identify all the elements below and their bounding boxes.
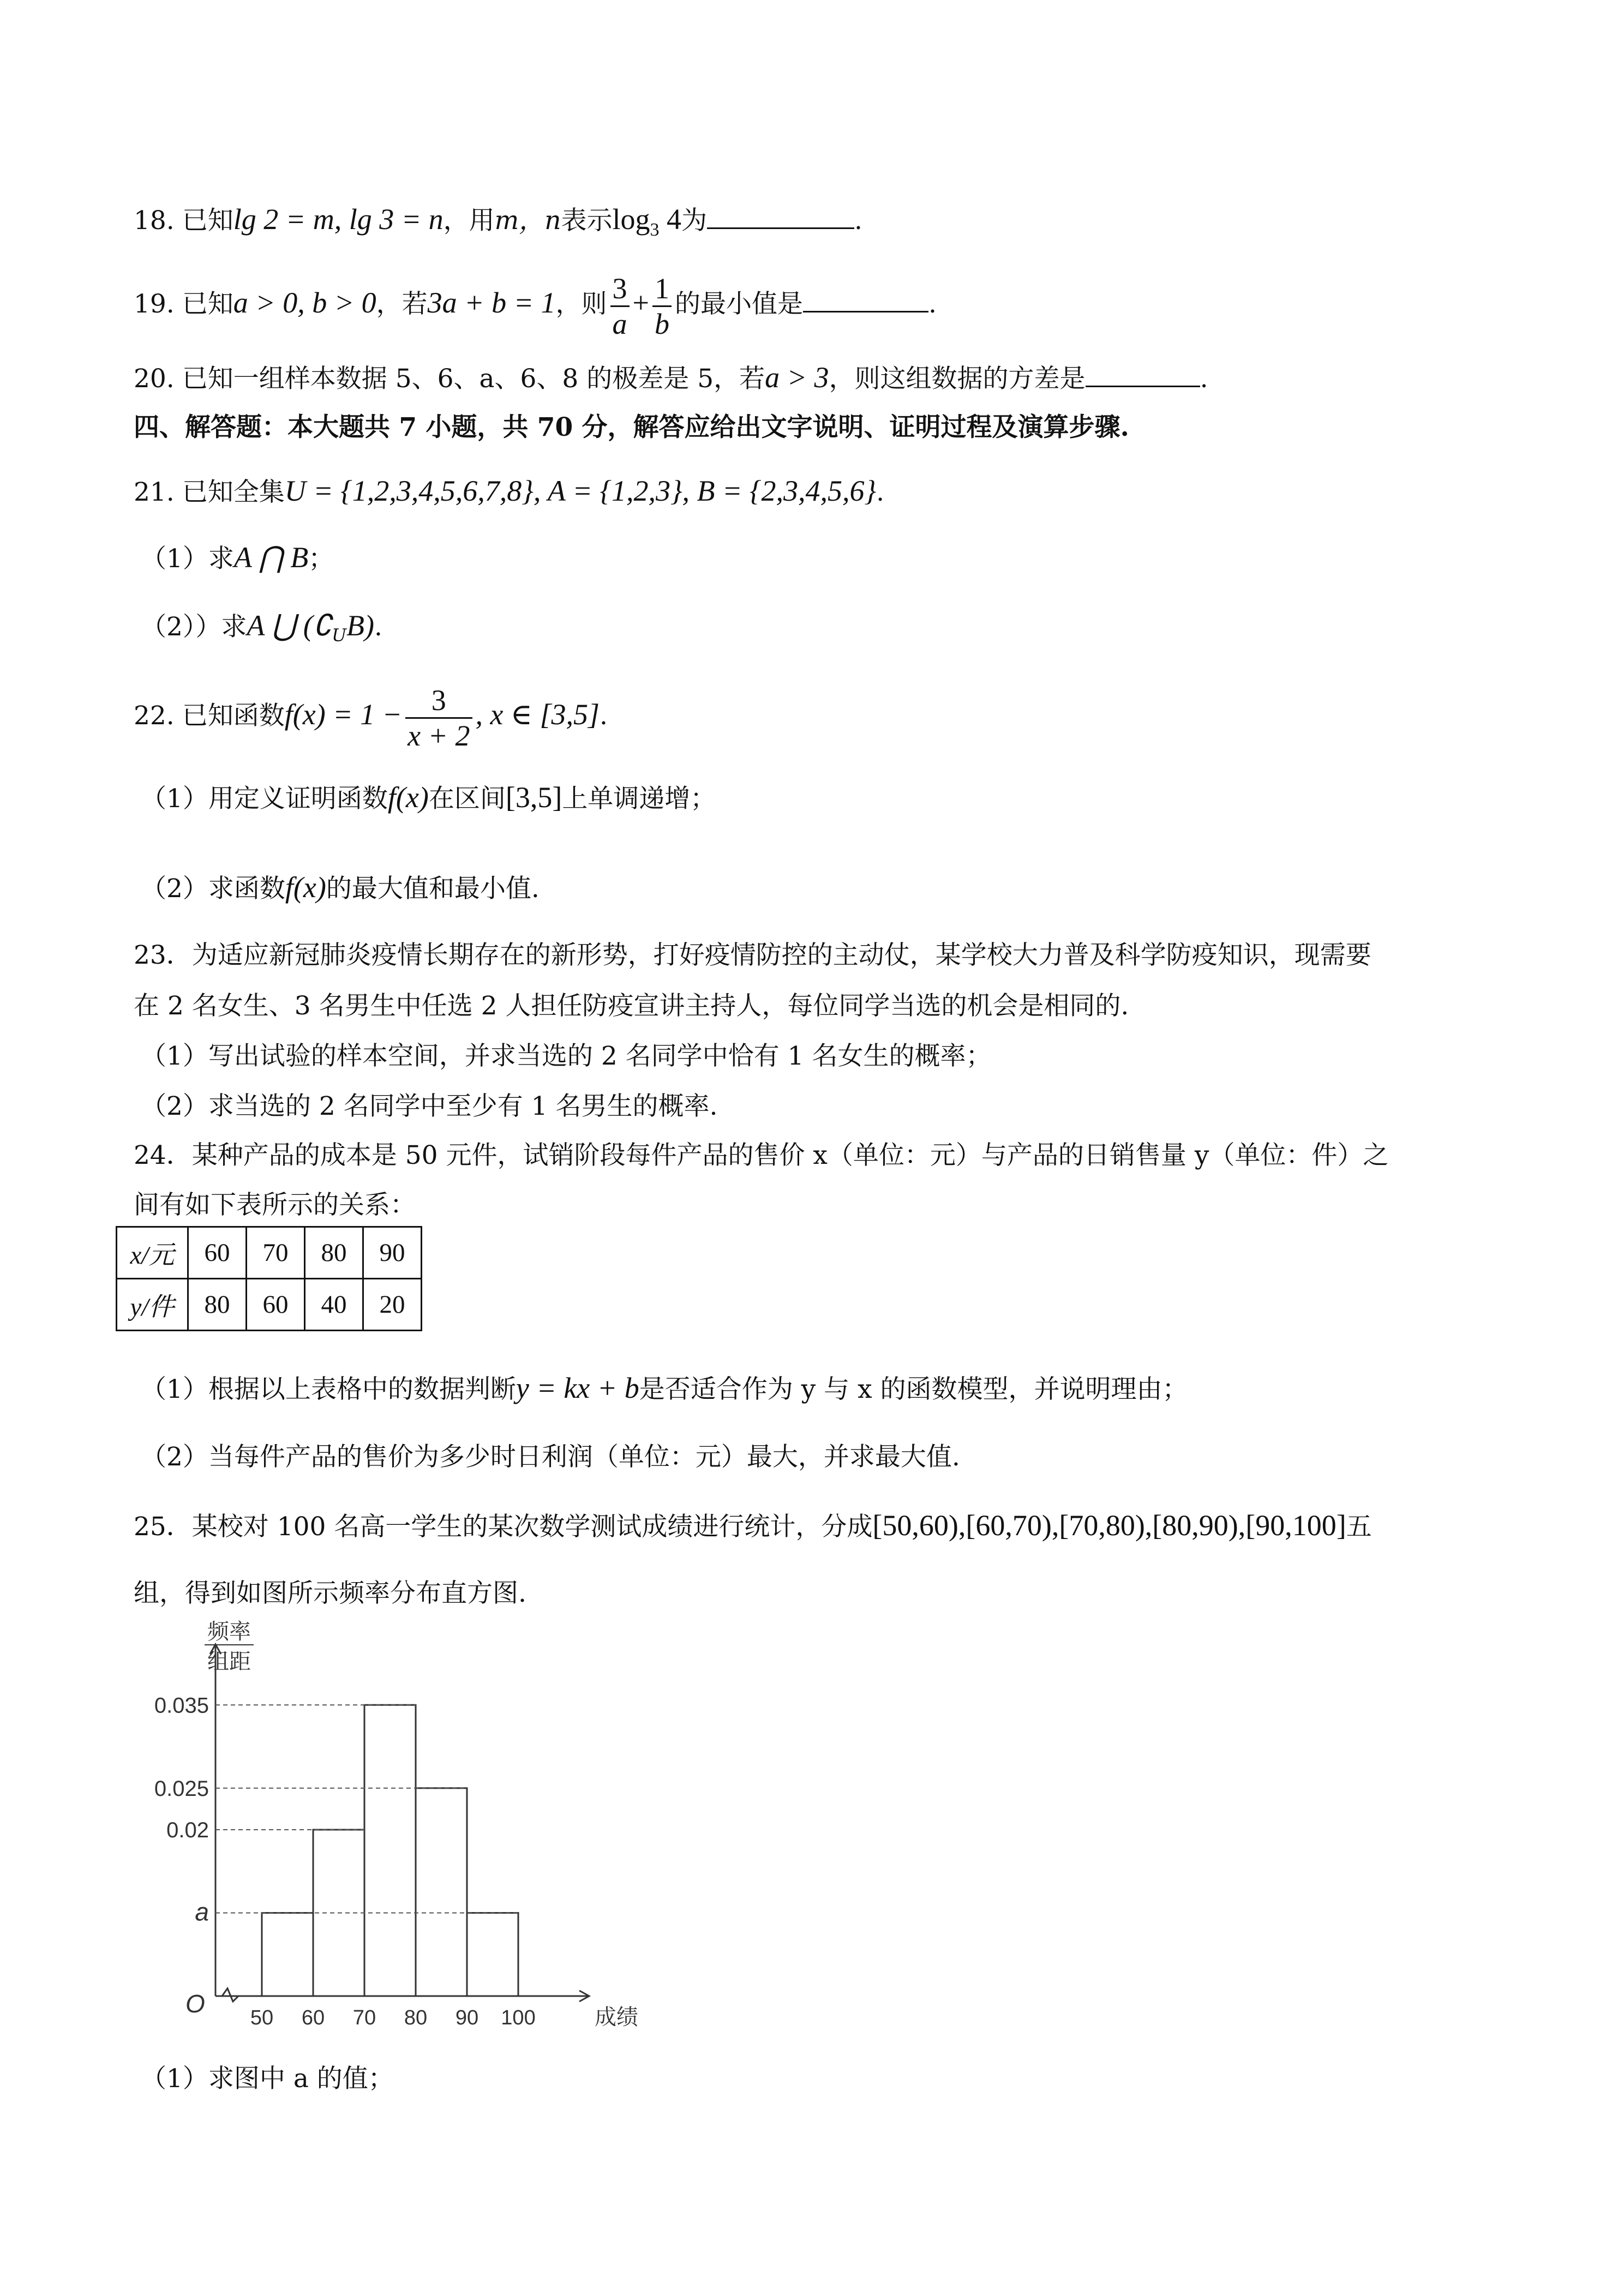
histogram-bar: [416, 1788, 467, 1996]
question-23-line-2: 在 2 名女生、3 名男生中任选 2 人担任防疫宣讲主持人，每位同学当选的机会是相同的.: [134, 991, 1129, 1021]
q20-text: 已知一组样本数据 5、6、a、6、8 的极差是 5，若: [182, 364, 765, 394]
log-arg: 4: [659, 203, 681, 236]
fraction-3-over-x-plus-2: [405, 683, 472, 753]
part-end: ；: [308, 544, 334, 574]
q21-part-1: [141, 540, 334, 576]
x-tick-label: 50: [250, 2006, 274, 2029]
q21-text: 已知全集: [182, 477, 285, 507]
x-tick-label: 70: [352, 2006, 376, 2029]
x-tick-label: 60: [301, 2006, 325, 2029]
q24-part-2: （2）当每件产品的售价为多少时日利润（单位：元）最大，并求最大值.: [141, 1442, 960, 1472]
question-24-line-1: 24．某种产品的成本是 50 元件，试销阶段每件产品的售价 x（单位：元）与产品的日销售量 y（单位：件）之: [134, 1140, 1389, 1170]
question-23-line-1: 23．为适应新冠肺炎疫情长期存在的新形势，打好疫情防控的主动仗，某学校大力普及科学防疫知识，现需要: [134, 940, 1371, 970]
axis-break-mark: [222, 1988, 238, 2002]
q20-text-b: ，则这组数据的方差是: [829, 364, 1086, 394]
denominator: b: [655, 307, 669, 340]
table-cell: 70: [247, 1227, 305, 1279]
table-header-cell: y/件: [117, 1279, 188, 1331]
union-expr-end: B): [346, 609, 374, 642]
function-def: f(x) = 1 −: [284, 698, 403, 731]
union-expr: A ⋃ (∁: [247, 609, 332, 642]
q25-text: 25．某校对 100 名高一学生的某次数学测试成绩进行统计，分成: [134, 1512, 873, 1542]
table-cell: 60: [188, 1227, 247, 1279]
q18-text-d: 为: [681, 206, 707, 236]
histogram-bar: [262, 1913, 313, 1997]
y-axis-label-numerator: 频率: [207, 1620, 251, 1644]
question-number: 19.: [134, 289, 175, 319]
q18-equation: lg 2 = m, lg 3 = n: [233, 203, 444, 236]
y-axis-label-denominator: 组距: [207, 1650, 251, 1674]
q22-end: .: [599, 701, 608, 731]
fraction-3-over-a: [610, 272, 630, 341]
frequency-histogram: [131, 1614, 638, 2051]
part-end: .: [374, 612, 382, 642]
complement-subscript: U: [332, 624, 347, 646]
numerator: 3: [405, 683, 472, 719]
q20-condition: a > 3: [765, 361, 829, 394]
interval: [3,5]: [505, 781, 562, 814]
y-tick-label: 0.035: [154, 1693, 209, 1718]
q23-part-2: （2）求当选的 2 名同学中至少有 1 名男生的概率.: [141, 1091, 718, 1121]
log-base: 3: [650, 219, 660, 240]
q20-end: .: [1200, 364, 1208, 394]
q23-part-1: （1）写出试验的样本空间，并求当选的 2 名同学中恰有 1 名女生的概率；: [141, 1041, 992, 1071]
part-text: （1）用定义证明函数: [141, 784, 388, 814]
part-label: （1）求: [141, 544, 234, 574]
q19-condition-2: 3a + b = 1: [427, 286, 556, 319]
question-22: [134, 679, 608, 753]
part-label: （2））求: [141, 612, 247, 642]
function-ref: f(x): [285, 871, 326, 904]
q21-sets: U = {1,2,3,4,5,6,7,8}, A = {1,2,3}, B = {2,3,4,5,6}: [284, 474, 877, 507]
q21-end: .: [876, 477, 885, 507]
x-tick-label: 100: [501, 2006, 536, 2029]
q18-log: [612, 203, 681, 240]
fraction-1-over-b: [652, 272, 672, 341]
x-axis-label: 成绩: [595, 2005, 638, 2029]
question-18: [134, 202, 862, 248]
q22-part-2: [141, 870, 540, 906]
table-header-cell: x/元: [117, 1227, 188, 1279]
question-24-line-2: 间有如下表所示的关系：: [134, 1190, 416, 1220]
plus-sign: +: [632, 286, 649, 319]
q18-text-c: 表示: [561, 206, 613, 236]
q21-part-2: [141, 608, 382, 652]
answer-blank[interactable]: [1086, 362, 1200, 387]
q24-part-1: [141, 1371, 1188, 1407]
table-cell: 60: [247, 1279, 305, 1331]
numerator: 1: [652, 272, 672, 307]
question-number: 20.: [134, 364, 175, 394]
part-text: （2）求函数: [141, 874, 285, 904]
table-cell: 80: [188, 1279, 247, 1331]
log-word: log: [612, 203, 650, 236]
intersection-expr: A ⋂ B: [233, 541, 309, 574]
q22-text: 已知函数: [182, 701, 285, 731]
domain: , x ∈ [3,5]: [475, 698, 600, 731]
table-cell: 40: [305, 1279, 363, 1331]
q19-condition: a > 0, b > 0: [233, 286, 376, 319]
part-text-c: 上单调递增；: [562, 784, 716, 814]
x-tick-label: 80: [404, 2006, 428, 2029]
table-cell: 90: [363, 1227, 422, 1279]
table-cell: 80: [305, 1227, 363, 1279]
denominator: a: [612, 307, 627, 340]
answer-blank[interactable]: [707, 203, 854, 229]
q25-intervals: [50,60),[60,70),[70,80),[80,90),[90,100]: [872, 1509, 1346, 1542]
q19-text-b: ，若: [376, 289, 428, 319]
numerator: 3: [610, 272, 630, 307]
part-text: （1）根据以上表格中的数据判断: [141, 1374, 516, 1404]
part-text-b: 在区间: [428, 784, 506, 814]
q19-text-d: 的最小值是: [675, 289, 803, 319]
q22-part-1: [141, 780, 716, 816]
answer-blank[interactable]: [803, 287, 928, 312]
q19-text: 已知: [182, 289, 233, 319]
q19-end: .: [928, 289, 937, 319]
q18-end: .: [854, 206, 862, 236]
linear-model: y = kx + b: [516, 1372, 639, 1404]
question-21: [134, 473, 884, 510]
origin-label: O: [185, 1990, 205, 2018]
denominator: x + 2: [408, 719, 470, 752]
q18-text: 已知: [182, 206, 233, 236]
question-25-line-1: [134, 1508, 1372, 1544]
y-tick-label: a: [195, 1897, 209, 1926]
histogram-bar: [364, 1705, 416, 1996]
question-number: 18.: [134, 206, 175, 236]
x-tick-label: 90: [455, 2006, 479, 2029]
price-sales-table: [116, 1226, 422, 1331]
question-number: 22.: [134, 701, 175, 731]
y-tick-label: 0.025: [154, 1776, 209, 1801]
question-20: [134, 360, 1208, 396]
table-row: [117, 1279, 422, 1331]
question-number: 21.: [134, 477, 175, 507]
q19-text-c: ，则: [555, 289, 607, 319]
y-tick-label: 0.02: [166, 1818, 209, 1842]
table-cell: 20: [363, 1279, 422, 1331]
q25-text-b: 五: [1346, 1512, 1372, 1542]
question-25-line-2: 组，得到如图所示频率分布直方图.: [134, 1578, 526, 1608]
q18-text-b: ，用: [443, 206, 495, 236]
histogram-bar: [467, 1913, 518, 1997]
function-ref: f(x): [387, 781, 429, 814]
q18-vars: m，n: [494, 206, 561, 236]
section-header: 四、解答题：本大题共 7 小题，共 70 分，解答应给出文字说明、证明过程及演算步骤.: [134, 412, 1129, 442]
part-text-b: 是否适合作为 y 与 x 的函数模型，并说明理由；: [639, 1374, 1188, 1404]
table-row: [117, 1227, 422, 1279]
part-text-b: 的最大值和最小值.: [326, 874, 540, 904]
question-19: [134, 267, 937, 341]
q25-part-1: （1）求图中 a 的值；: [141, 2064, 394, 2094]
